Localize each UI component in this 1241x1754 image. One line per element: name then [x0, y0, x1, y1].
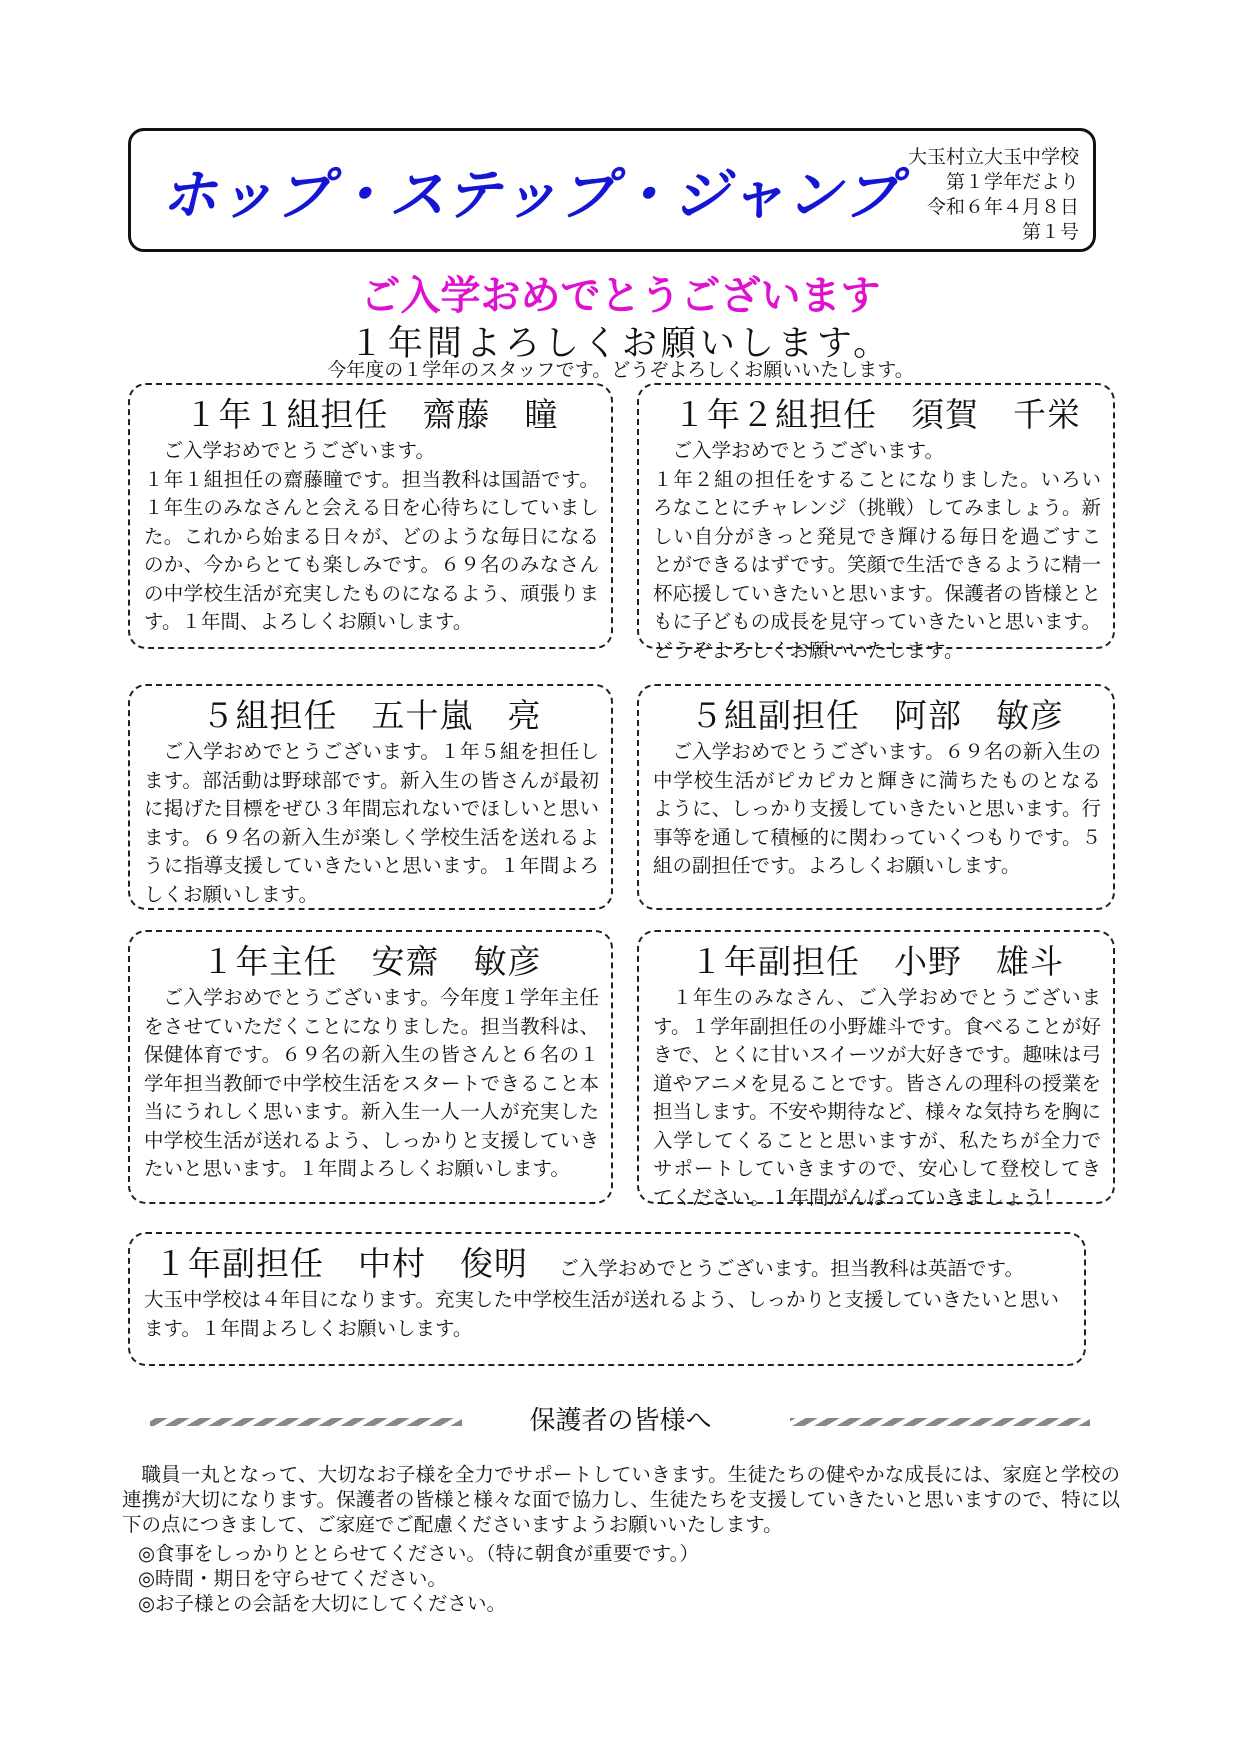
- staff-card: [637, 684, 1115, 910]
- staff-card: [128, 383, 613, 649]
- staff-heading: ５組副担任 阿部 敏彦: [690, 696, 1064, 735]
- staff-message: ご入学おめでとうございます。６９名の新入生の中学校生活がピカピカと輝きに満ちたものとなるように、しっかり支援していきたいと思います。行事等を通して積極的に関わっていくつもりです。５組の副担任です。よろしくお願いします。: [653, 740, 1101, 877]
- staff-heading-row: [144, 1242, 1070, 1286]
- staff-message: ご入学おめでとうございます。 １年１組担任の齋藤瞳です。担当教科は国語です。１年生のみなさんと会える日を心待ちにしていました。これから始まる日々が、どのような毎日になるのか、今からとても楽しみです。６９名のみなさんの中学校生活が充実したものになるよう、頑張ります。１年間、よろしくお願いします。: [144, 439, 599, 633]
- staff-card: [637, 930, 1115, 1209]
- intro-text: 今年度の１学年のスタッフです。どうぞよろしくお願いいたします。: [327, 359, 914, 381]
- subtitle-heading: １年間よろしくお願いします。: [348, 324, 893, 364]
- issue-number: 第１号: [1021, 221, 1079, 243]
- staff-message-lead: ご入学おめでとうございます。担当教科は英語です。: [559, 1257, 1024, 1280]
- staff-heading: １年１組担任 齋藤 瞳: [184, 395, 559, 434]
- parents-message: 職員一丸となって、大切なお子様を全力でサポートしていきます。生徒たちの健やかな成長には、家庭と学校の連携が大切になります。保護者の皆様と様々な面で協力し、生徒たちを支援していきたいと思いますので、特に以下の点につきまして、ご家庭でご配慮くださいますようお願いいたします。: [122, 1463, 1120, 1536]
- school-name: 大玉村立大玉中学校: [907, 146, 1079, 168]
- staff-message: ご入学おめでとうございます。今年度１学年主任をさせていただくことになりました。担当教科は、保健体育です。６９名の新入生の皆さんと６名の１学年担当教師で中学校生活をスタートできること本当にうれしく思います。新入生一人一人が充実した中学校生活が送れるよう、しっかりと支援していきたいと思います。１年間よろしくお願いします。: [144, 986, 599, 1180]
- list-item: ◎食事をしっかりととらせてください。（特に朝食が重要です。）: [138, 1542, 699, 1565]
- list-item: ◎お子様との会話を大切にしてください。: [138, 1592, 507, 1615]
- staff-card: [128, 930, 613, 1204]
- staff-heading: １年副担任 小野 雄斗: [690, 942, 1064, 981]
- newsletter-title: ホップ・ステップ・ジャンプ: [161, 163, 900, 228]
- staff-message: ご入学おめでとうございます。 １年２組の担任をすることになりました。いろいろなことにチャレンジ（挑戦）してみましょう。新しい自分がきっと発見でき輝ける毎日を過ごすことができるはずです。笑顔で生活できるように精一杯応援していきたいと思います。保護者の皆様とともに子どもの成長を見守っていきたいと思います。どうぞよろしくお願いいたします。: [653, 439, 1101, 662]
- list-item: ◎時間・期日を守らせてください。: [138, 1567, 447, 1590]
- staff-heading: ５組担任 五十嵐 亮: [201, 696, 542, 735]
- parents-request-list: [138, 1541, 699, 1616]
- staff-card: [637, 383, 1115, 662]
- header-info: [908, 145, 1079, 245]
- greeting-heading: ご入学おめでとうございます: [360, 273, 881, 319]
- staff-message: 大玉中学校は４年目になります。充実した中学校生活が送れるよう、しっかりと支援していきたいと思います。１年間よろしくお願いします。: [144, 1288, 1059, 1340]
- parents-heading: 保護者の皆様へ: [529, 1406, 712, 1436]
- issue-date: 令和６年４月８日: [926, 196, 1079, 218]
- staff-heading: １年副担任 中村 俊明: [154, 1244, 528, 1283]
- separator-right: [790, 1418, 1090, 1426]
- newsletter-name: 第１学年だより: [945, 171, 1079, 193]
- staff-heading: １年主任 安齋 敏彦: [201, 942, 542, 981]
- staff-message: ご入学おめでとうございます。１年５組を担任します。部活動は野球部です。新入生の皆さんが最初に掲げた目標をぜひ３年間忘れないでほしいと思います。６９名の新入生が楽しく学校生活を送れるように指導支援していきたいと思います。１年間よろしくお願いします。: [144, 740, 599, 906]
- staff-heading: １年２組担任 須賀 千栄: [673, 395, 1081, 434]
- staff-message: １年生のみなさん、ご入学おめでとうございます。１学年副担任の小野雄斗です。食べることが好きで、とくに甘いスイーツが大好きです。趣味は弓道やアニメを見ることです。皆さんの理科の授業を担当します。不安や期待など、様々な気持ちを胸に入学してくることと思いますが、私たちが全力でサポートしていきますので、安心して登校してきてください。１年間がんばっていきましょう！: [653, 986, 1101, 1209]
- staff-card-wide: [128, 1232, 1086, 1366]
- header-banner: [128, 128, 1096, 252]
- staff-card: [128, 684, 613, 910]
